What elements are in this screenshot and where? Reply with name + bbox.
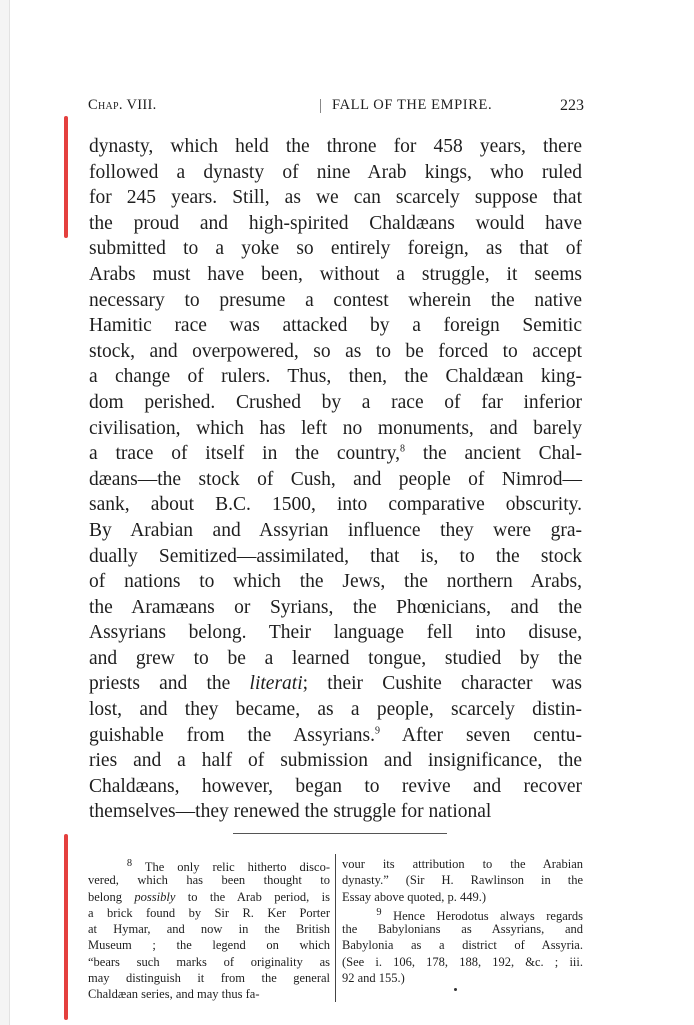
running-header [88, 97, 584, 119]
text-line: dually Semitized—assimilated, that is, to the stock [89, 545, 582, 567]
text-line: sank, about B.C. 1500, into comparative obscurity. [89, 494, 582, 516]
text-line: dynasty, which held the throne for 458 years, there [89, 136, 582, 157]
highlight-marker-top [64, 116, 68, 238]
highlight-marker-bottom [64, 834, 68, 1020]
footnote-separator [233, 833, 447, 834]
text-line: the proud and high-spirited Chaldæans would have [89, 212, 582, 234]
footnote-ref-9[interactable]: 9 [375, 725, 380, 737]
footnote-line: dynasty.” (Sir H. Rawlinson in the [342, 873, 583, 888]
footnote-line: the Babylonians as Assyrians, and [342, 922, 583, 937]
text-line: ries and a half of submission and insignificance, the [89, 750, 582, 772]
footnote-line: “bears such marks of originality as [88, 954, 330, 969]
footnote-line: vered, which has been thought to [88, 873, 330, 888]
text-line: themselves—they renewed the struggle for national [89, 801, 492, 823]
footnote-number: 9 [376, 906, 382, 918]
text-line: a change of rulers. Thus, then, the Chaldæan king- [89, 366, 582, 388]
footnote-line: Essay above quoted, p. 449.) [342, 889, 487, 904]
header-tick-mark [320, 99, 321, 113]
page-number: 223 [560, 97, 584, 114]
text-line: necessary to presume a contest wherein the native [89, 289, 582, 311]
footnote-line: 92 and 155.) [342, 971, 405, 986]
text-line: of nations to which the Jews, the northern Arabs, [89, 571, 582, 593]
ink-speck [454, 988, 457, 991]
text-line: followed a dynasty of nine Arab kings, who ruled [89, 161, 582, 183]
text-line: Chaldæans, however, began to revive and recover [89, 775, 582, 797]
text-line: for 245 years. Still, as we can scarcely suppose that [89, 187, 582, 209]
text-line: submitted to a yoke so entirely foreign, as that of [89, 238, 582, 260]
footnote-line: a brick found by Sir R. Ker Porter [88, 905, 330, 920]
text-line: stock, and overpowered, so as to be forced to accept [89, 340, 582, 362]
text-line: the Aramæans or Syrians, the Phœnicians, and the [89, 596, 582, 618]
footnotes-right-column [342, 856, 583, 986]
text-line: Hamitic race was attacked by a foreign Semitic [89, 315, 582, 337]
body-text [89, 134, 582, 825]
footnote-line: Museum ; the legend on which [88, 938, 330, 953]
footnote-line: at Hymar, and now in the British [88, 922, 330, 937]
page-edge [0, 0, 10, 1025]
footnote-line: (See i. 106, 178, 188, 192, &c. ; iii. [342, 954, 583, 969]
text-line: and grew to be a learned tongue, studied by the [89, 647, 582, 669]
footnote-line: may distinguish it from the general [88, 971, 330, 986]
footnote-column-divider [335, 854, 336, 1002]
text-line: By Arabian and Assyrian influence they were gra- [89, 519, 582, 541]
footnote-line: vour its attribution to the Arabian [342, 857, 583, 871]
footnote-line: Babylonia as a district of Assyria. [342, 938, 583, 953]
text-line: dom perished. Crushed by a race of far inferior [89, 391, 582, 413]
footnote-number: 8 [126, 858, 133, 869]
chapter-label: Chap. VIII. [88, 97, 157, 113]
running-title: FALL OF THE EMPIRE. [332, 97, 493, 113]
text-line: dæans—the stock of Cush, and people of Nimrod— [89, 468, 582, 490]
text-line: Assyrians belong. Their language fell into disuse, [89, 622, 582, 644]
footnote-ref-8[interactable]: 8 [400, 443, 406, 455]
italic-term: literati [249, 673, 303, 695]
text-line: guishable from the Assyrians.$^9$ After seven centu- [89, 724, 582, 746]
footnote-line: $^8$ The only relic hitherto disco- [126, 858, 331, 875]
footnotes-left-column [88, 856, 330, 1003]
footnote-line: Chaldæan series, and may thus fa- [88, 987, 260, 1002]
text-line: a trace of itself in the country,$^8$ the ancient Chal- [89, 443, 582, 465]
text-line: lost, and they became, as a people, scarcely distin- [89, 699, 582, 721]
era-abbreviation: B.C. [215, 494, 251, 516]
text-line: priests and the literati; their Cushite character was [89, 673, 583, 695]
footnote-line: $^9$ Hence Herodotus always regards [376, 906, 584, 924]
text-line: civilisation, which has left no monuments, and barely [89, 417, 582, 439]
footnote-line: belong possibly to the Arab period, is [88, 889, 330, 904]
text-line: Arabs must have been, without a struggle, it seems [89, 263, 582, 285]
